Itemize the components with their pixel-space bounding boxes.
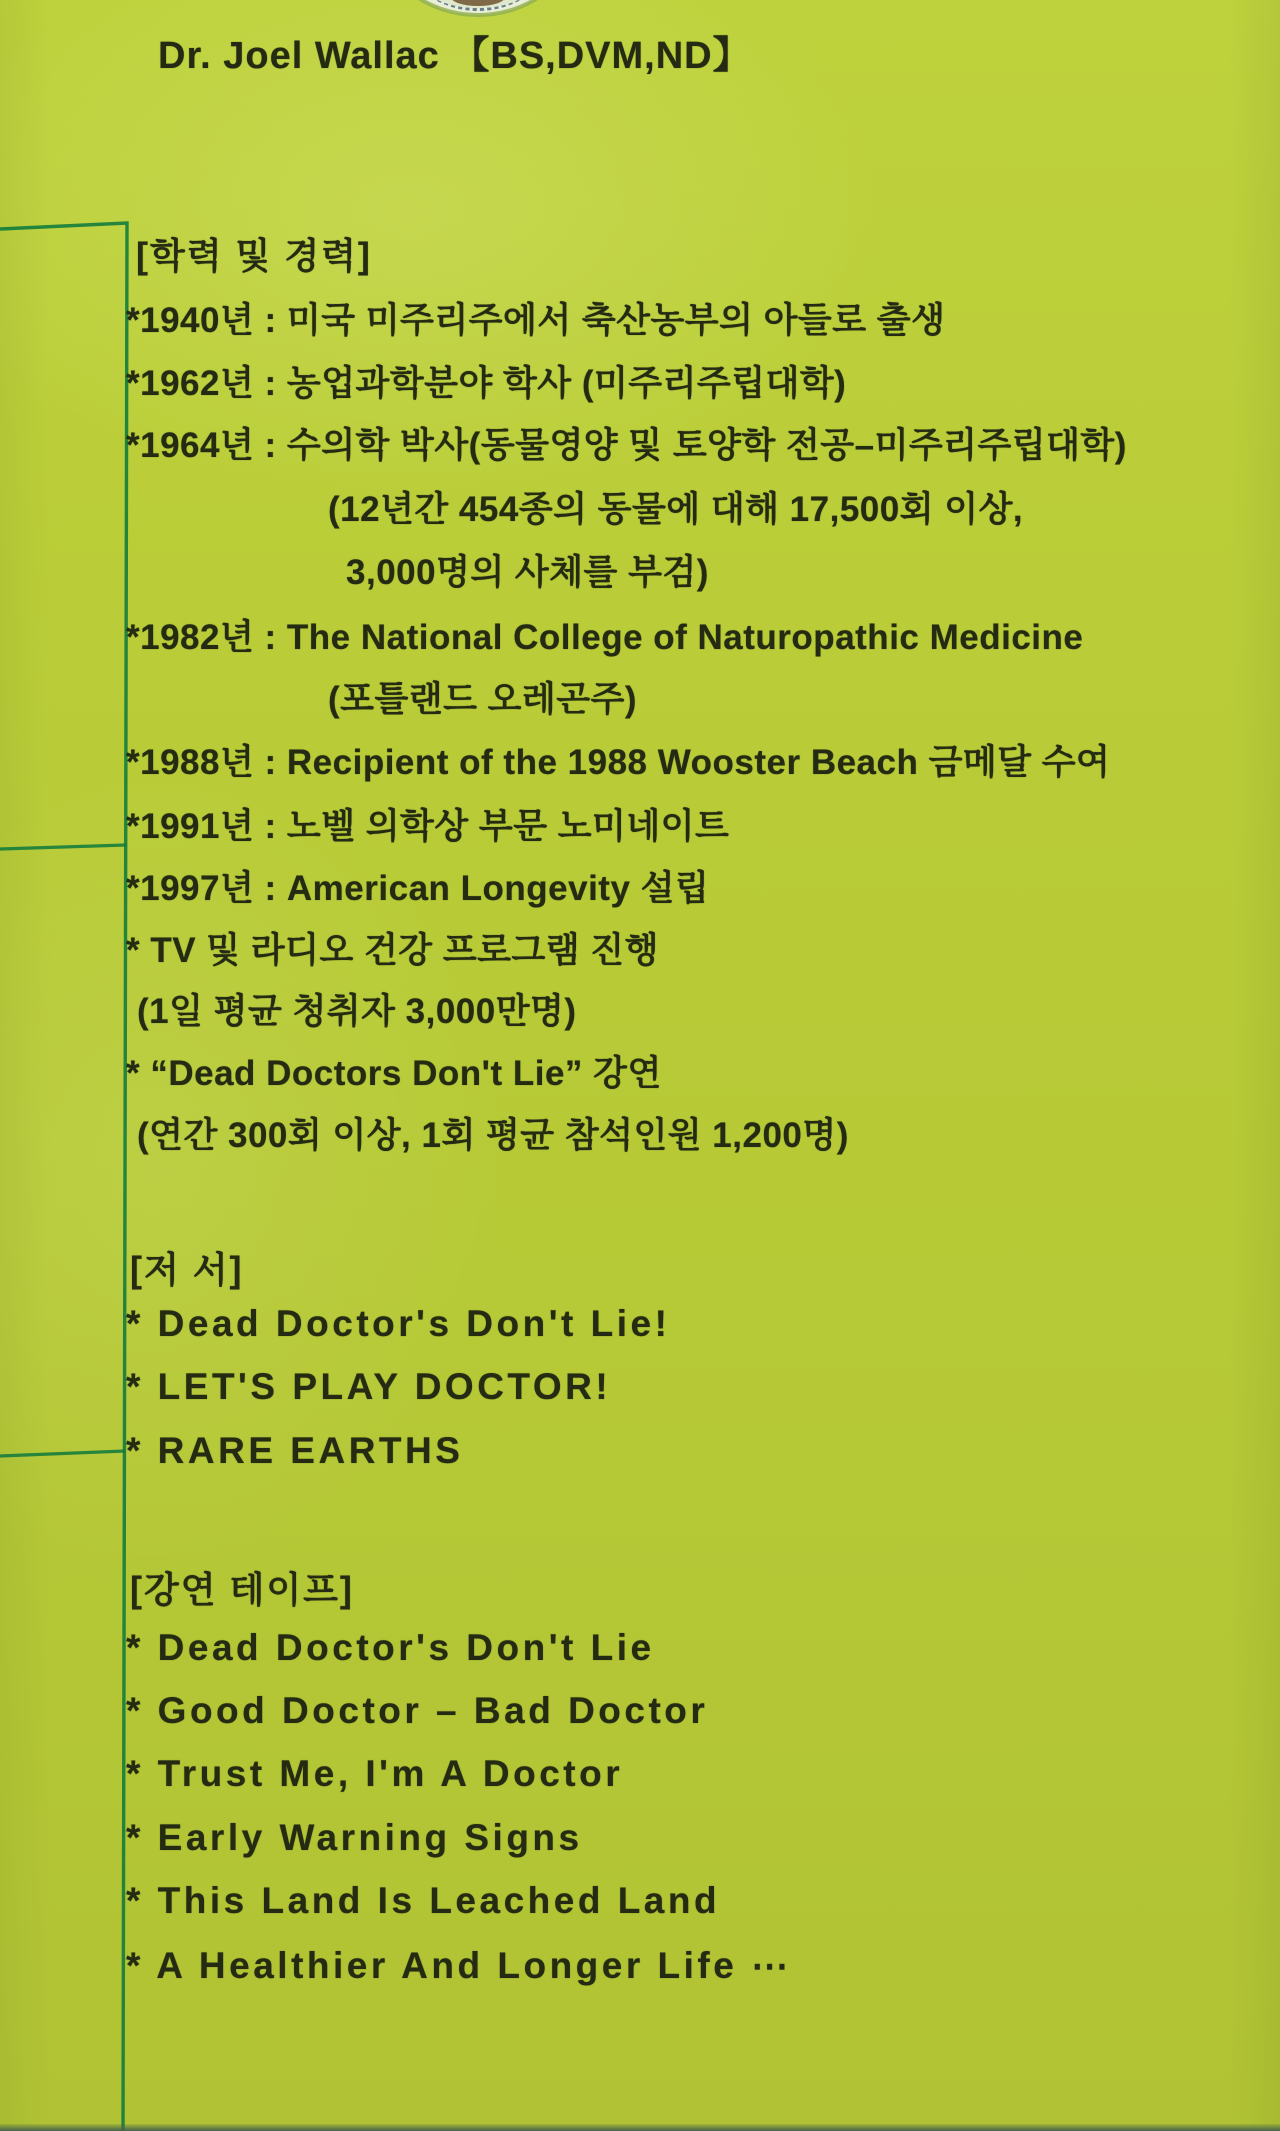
career-item-continuation: (12년간 454종의 동물에 대해 17,500회 이상,: [328, 490, 1024, 529]
page-title: Dr. Joel Wallac 【BS,DVM,ND】: [158, 35, 752, 77]
career-item-continuation: (포틀랜드 오레곤주): [328, 680, 638, 719]
career-item-continuation: (연간 300회 이상, 1회 평균 참석인원 1,200명): [137, 1116, 849, 1155]
tape-item: * Early Warning Signs: [126, 1817, 583, 1858]
career-item-continuation: 3,000명의 사체를 부검): [346, 553, 709, 592]
book-item: * Dead Doctor's Don't Lie!: [126, 1303, 671, 1344]
tape-item: * Trust Me, I'm A Doctor: [126, 1753, 624, 1794]
section-header-career: [학력 및 경력]: [136, 235, 372, 276]
tape-item: * A Healthier And Longer Life ⋯: [126, 1945, 792, 1986]
career-item: *1988년 : Recipient of the 1988 Wooster Beach 금메달 수여: [126, 743, 1111, 782]
career-item: *1940년 : 미국 미주리주에서 축산농부의 아들로 출생: [126, 301, 946, 340]
career-item: *1997년 : American Longevity 설립: [126, 869, 710, 908]
bottom-edge-shadow: [0, 2124, 1280, 2131]
career-item: *1962년 : 농업과학분야 학사 (미주리주립대학): [126, 364, 847, 403]
book-item: * RARE EARTHS: [126, 1430, 464, 1471]
tape-item: * Good Doctor – Bad Doctor: [126, 1690, 709, 1731]
book-item: * LET'S PLAY DOCTOR!: [126, 1366, 612, 1407]
career-item: * TV 및 라디오 건강 프로그램 진행: [126, 931, 659, 970]
tape-item: * Dead Doctor's Don't Lie: [126, 1627, 655, 1668]
career-item: *1964년 : 수의학 박사(동물영양 및 토양학 전공–미주리주립대학): [126, 426, 1127, 465]
section-header-books: [저 서]: [130, 1249, 244, 1290]
tape-item: * This Land Is Leached Land: [126, 1880, 721, 1921]
career-item: * “Dead Doctors Don't Lie” 강연: [126, 1054, 662, 1093]
career-item: *1982년 : The National College of Naturopathic Medicine: [126, 618, 1084, 657]
career-item-continuation: (1일 평균 청취자 3,000만명): [137, 992, 577, 1031]
career-item: *1991년 : 노벨 의학상 부문 노미네이트: [126, 807, 730, 846]
section-header-tapes: [강연 테이프]: [130, 1569, 354, 1610]
